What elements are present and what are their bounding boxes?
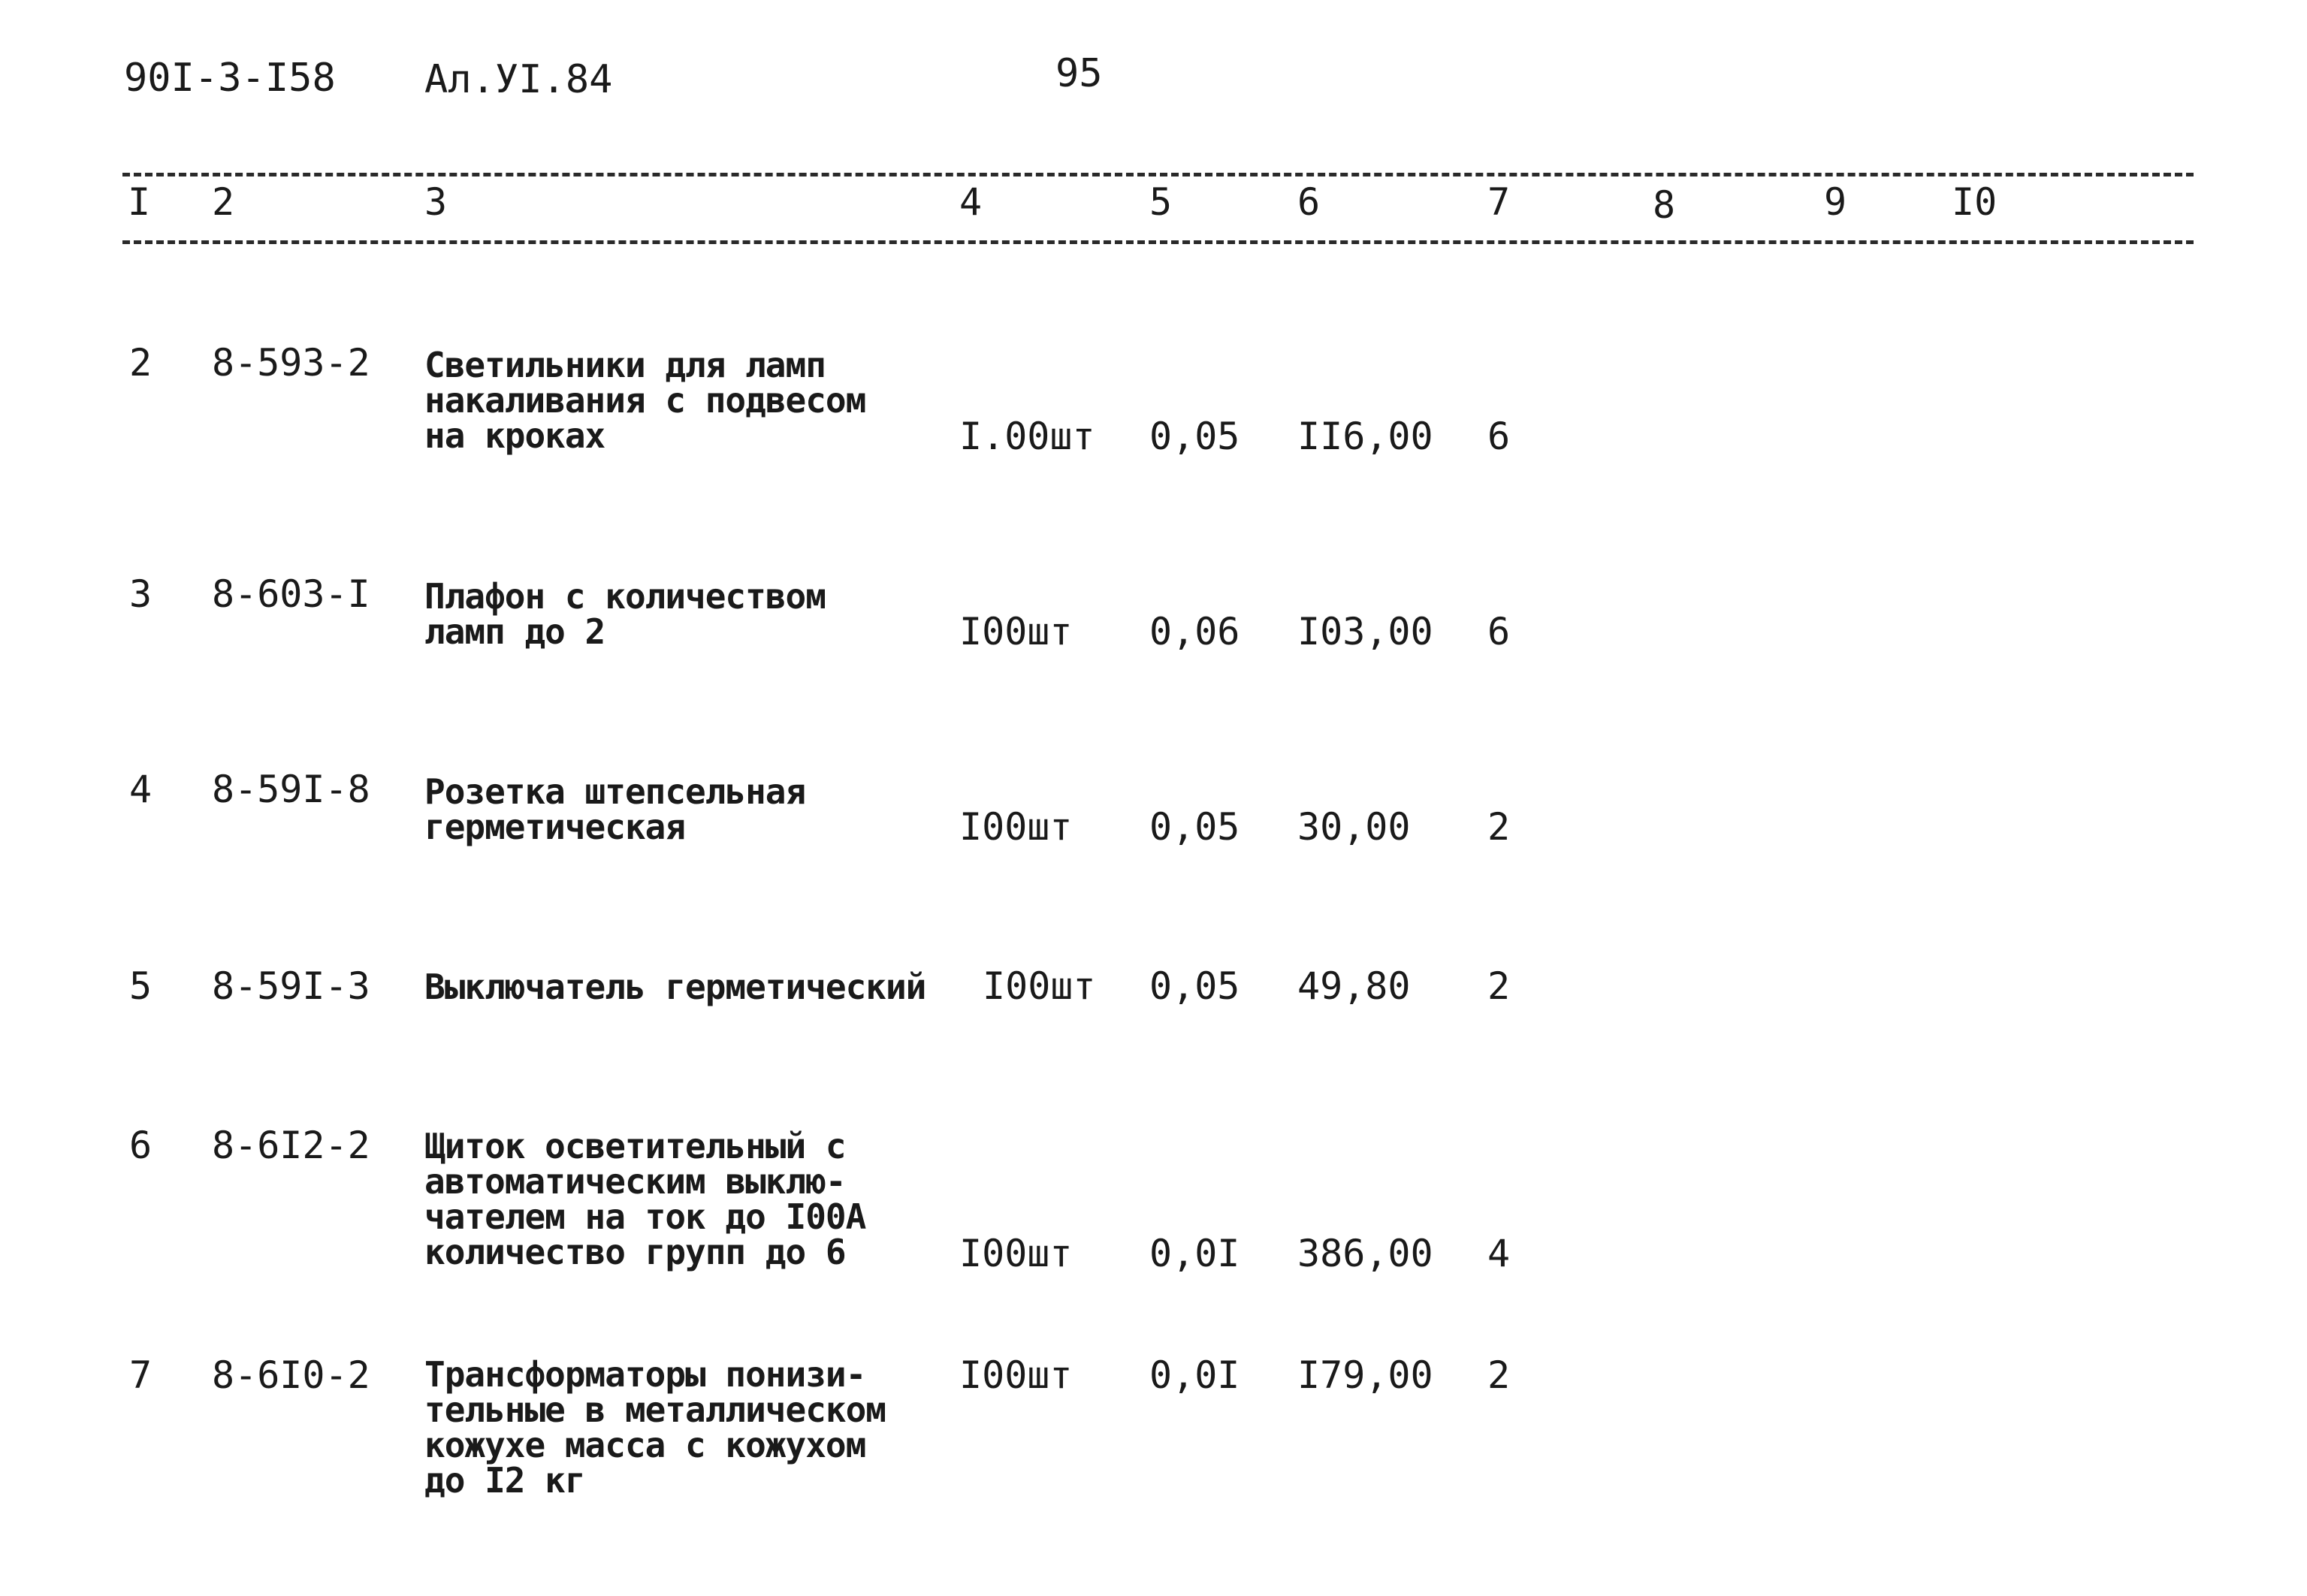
column-header-2: 2 <box>212 180 235 224</box>
row-number: 6 <box>129 1124 152 1167</box>
unit-price: 386,00 <box>1297 1232 1433 1275</box>
unit: I00шт <box>959 1232 1073 1275</box>
unit: I00шт <box>983 964 1096 1008</box>
column-header-3: 3 <box>424 180 448 224</box>
unit: I00шт <box>959 1353 1073 1397</box>
rate-code: 8-593-2 <box>212 341 370 385</box>
rate-code: 8-59I-8 <box>212 768 370 811</box>
unit-price: I03,00 <box>1297 610 1433 653</box>
quantity: 0,05 <box>1149 964 1240 1008</box>
rate-code: 8-59I-3 <box>212 964 370 1008</box>
column-7-value: 2 <box>1487 805 1511 849</box>
column-7-value: 6 <box>1487 610 1511 653</box>
column-7-value: 2 <box>1487 964 1511 1008</box>
unit-price: I79,00 <box>1297 1353 1433 1397</box>
header-rule-bottom <box>122 240 2194 244</box>
column-header-10: I0 <box>1952 180 1997 224</box>
item-description: Щиток осветительный с автоматическим выклю- чателем на ток до I00А количество групп до 6 <box>424 1126 866 1272</box>
sheet-reference: Ал.УI.84 <box>424 57 613 102</box>
quantity: 0,0I <box>1149 1353 1240 1397</box>
quantity: 0,05 <box>1149 805 1240 849</box>
row-number: 5 <box>129 964 152 1008</box>
column-7-value: 4 <box>1487 1232 1511 1275</box>
unit-price: II6,00 <box>1297 415 1433 458</box>
page-number: 95 <box>1055 51 1103 96</box>
rate-code: 8-6I2-2 <box>212 1124 370 1167</box>
row-number: 2 <box>129 341 152 385</box>
header-rule-top <box>122 173 2194 176</box>
row-number: 3 <box>129 572 152 616</box>
unit-price: 49,80 <box>1297 964 1411 1008</box>
unit-price: 30,00 <box>1297 805 1411 849</box>
unit: I00шт <box>959 805 1073 849</box>
rate-code: 8-6I0-2 <box>212 1353 370 1397</box>
item-description: Трансформаторы понизи- тельные в металлическом кожухе масса с кожухом до I2 кг <box>424 1354 886 1501</box>
quantity: 0,05 <box>1149 415 1240 458</box>
row-number: 7 <box>129 1353 152 1397</box>
column-header-1: I <box>128 180 151 224</box>
column-header-7: 7 <box>1487 180 1511 224</box>
column-header-9: 9 <box>1824 180 1847 224</box>
unit: I.00шт <box>959 415 1095 458</box>
item-description: Розетка штепсельная герметическая <box>424 771 806 847</box>
rate-code: 8-603-I <box>212 572 370 616</box>
quantity: 0,0I <box>1149 1232 1240 1275</box>
column-7-value: 2 <box>1487 1353 1511 1397</box>
item-description: Плафон с количеством ламп до 2 <box>424 576 826 652</box>
column-header-5: 5 <box>1149 180 1173 224</box>
quantity: 0,06 <box>1149 610 1240 653</box>
column-7-value: 6 <box>1487 415 1511 458</box>
item-description: Светильники для ламп накаливания с подвесом на кроках <box>424 345 866 456</box>
column-header-8: 8 <box>1653 183 1676 227</box>
column-header-6: 6 <box>1297 180 1321 224</box>
document-code: 90I-3-I58 <box>124 56 336 101</box>
column-header-4: 4 <box>959 180 983 224</box>
unit: I00шт <box>959 610 1073 653</box>
item-description: Выключатель герметический <box>424 967 926 1007</box>
row-number: 4 <box>129 768 152 811</box>
